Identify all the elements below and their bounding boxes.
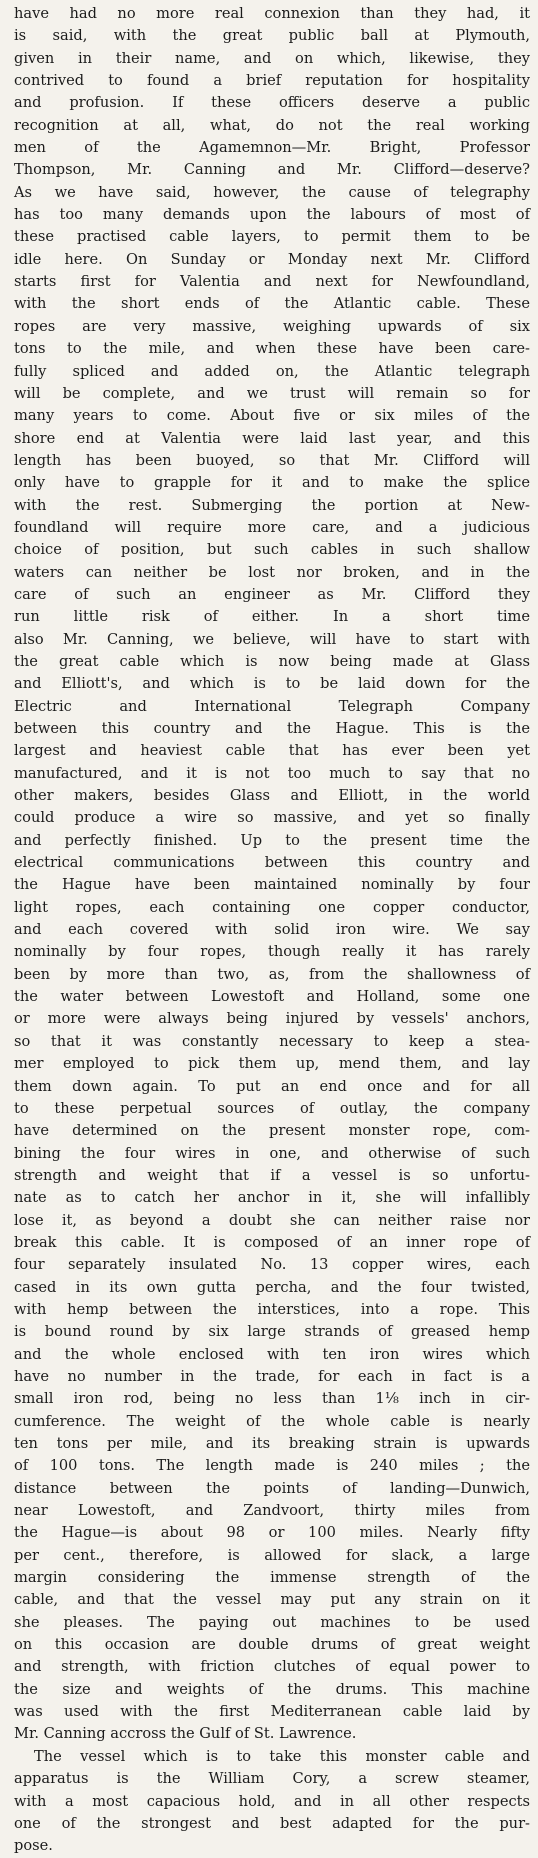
text-line: to these perpetual sources of outlay, the company — [14, 1099, 530, 1117]
text-line: Mr. Canning accross the Gulf of St. Lawrence. — [14, 1725, 357, 1743]
text-line: and Elliott's, and which is to be laid down for the — [14, 675, 530, 693]
text-line: of 100 tons. The length made is 240 miles ; the — [14, 1457, 530, 1475]
text-line: ten tons per mile, and its breaking strain is upwards — [14, 1435, 530, 1452]
text-line: is said, with the great public ball at Plymouth, — [14, 27, 530, 45]
text-line: has too many demands upon the labours of most of — [14, 206, 530, 224]
text-line: and strength, with friction clutches of equal power to — [14, 1658, 530, 1676]
text-line: have determined on the present monster rope, com- — [14, 1122, 530, 1140]
text-line: them down again. To put an end once and for all — [14, 1077, 530, 1095]
text-line: the Hague—is about 98 or 100 miles. Nearly fifty — [14, 1524, 530, 1542]
text-line: mer employed to pick them up, mend them, and lay — [14, 1055, 530, 1073]
text-line: was used with the first Mediterranean cable laid by — [14, 1703, 530, 1721]
text-line: have had no more real connexion than they had, it — [14, 5, 530, 22]
text-line: cumference. The weight of the whole cable is nearly — [14, 1412, 530, 1430]
text-line: fully spliced and added on, the Atlantic telegraph — [14, 362, 530, 380]
text-line: As we have said, however, the cause of telegraphy — [14, 183, 530, 201]
text-line: starts first for Valentia and next for Newfoundland, — [14, 273, 530, 291]
text-line: choice of position, but such cables in such shallow — [14, 541, 530, 559]
text-line: waters can neither be lost nor broken, and in the — [14, 563, 530, 581]
text-line: tons to the mile, and when these have been care- — [14, 340, 530, 358]
text-line: also Mr. Canning, we believe, will have to start with — [14, 630, 530, 648]
text-line: electrical communications between this country and — [14, 854, 530, 872]
text-line: with a most capacious hold, and in all other respects — [14, 1792, 530, 1810]
text-line: could produce a wire so massive, and yet so finally — [14, 809, 530, 827]
text-line: the Hague have been maintained nominally by four — [14, 876, 530, 894]
text-line: length has been buoyed, so that Mr. Clifford will — [14, 451, 530, 469]
text-line: apparatus is the William Cory, a screw steamer, — [14, 1770, 530, 1788]
text-line: on this occasion are double drums of great weight — [14, 1636, 530, 1654]
text-line: and the whole enclosed with ten iron wires which — [14, 1345, 530, 1363]
text-line: she pleases. The paying out machines to be used — [14, 1613, 530, 1631]
text-line: the water between Lowestoft and Holland, some one — [14, 988, 530, 1006]
text-line: cased in its own gutta percha, and the four twisted, — [14, 1278, 530, 1296]
text-line: nate as to catch her anchor in it, she will infallibly — [14, 1189, 530, 1207]
text-line: is bound round by six large strands of greased hemp — [14, 1323, 530, 1341]
text-line: per cent., therefore, is allowed for slack, a large — [14, 1546, 530, 1564]
text-line: largest and heaviest cable that has ever been yet — [14, 742, 530, 760]
text-line: these practised cable layers, to permit them to be — [14, 228, 530, 246]
text-line: margin considering the immense strength of the — [14, 1569, 530, 1587]
text-line: distance between the points of landing—Dunwich, — [14, 1479, 530, 1497]
article-body — [14, 3, 530, 1858]
text-line: idle here. On Sunday or Monday next Mr. Clifford — [14, 250, 530, 268]
text-line: shore end at Valentia were laid last year, and this — [14, 429, 530, 447]
text-line: with the short ends of the Atlantic cable. These — [14, 295, 530, 313]
text-line: will be complete, and we trust will remain so for — [14, 384, 530, 402]
text-line: or more were always being injured by vessels' anchors, — [14, 1010, 530, 1028]
text-line: small iron rod, being no less than 1⅛ inch in cir- — [14, 1390, 530, 1408]
text-line: only have to grapple for it and to make the splice — [14, 474, 530, 492]
text-line: one of the strongest and best adapted for the pur- — [14, 1814, 530, 1832]
text-line: Electric and International Telegraph Company — [14, 697, 530, 715]
text-line: The vessel which is to take this monster cable and — [34, 1747, 530, 1765]
text-line: bining the four wires in one, and otherwise of such — [14, 1144, 530, 1162]
text-line: strength and weight that if a vessel is so unfortu- — [14, 1166, 530, 1184]
text-line: with the rest. Submerging the portion at New- — [14, 496, 530, 514]
text-line: manufactured, and it is not too much to say that no — [14, 764, 530, 782]
text-line: break this cable. It is composed of an inner rope of — [14, 1233, 530, 1251]
text-line: the size and weights of the drums. This machine — [14, 1680, 530, 1698]
text-line: four separately insulated No. 13 copper wires, each — [14, 1256, 530, 1274]
text-line: cable, and that the vessel may put any strain on it — [14, 1591, 530, 1609]
text-line: pose. — [14, 1837, 53, 1855]
text-line: with hemp between the interstices, into a rope. This — [14, 1300, 530, 1318]
text-line: recognition at all, what, do not the real working — [14, 116, 530, 134]
text-line: care of such an engineer as Mr. Clifford they — [14, 585, 530, 603]
text-line: ropes are very massive, weighing upwards of six — [14, 317, 530, 335]
text-line: many years to come. About five or six miles of the — [14, 407, 530, 425]
text-line: so that it was constantly necessary to keep a stea- — [14, 1032, 530, 1050]
text-line: and each covered with solid iron wire. We say — [14, 921, 530, 939]
text-line: and perfectly finished. Up to the present time the — [14, 831, 530, 849]
text-line: contrived to found a brief reputation for hospitality — [14, 72, 530, 90]
text-line: foundland will require more care, and a judicious — [14, 518, 530, 536]
text-line: between this country and the Hague. This is the — [14, 720, 530, 737]
text-line: been by more than two, as, from the shallowness of — [14, 965, 530, 983]
text-line: light ropes, each containing one copper conductor, — [14, 898, 530, 916]
text-line: nominally by four ropes, though really it has rarely — [14, 943, 530, 961]
text-line: have no number in the trade, for each in fact is a — [14, 1367, 530, 1385]
text-line: men of the Agamemnon—Mr. Bright, Professor — [14, 139, 530, 157]
text-line: lose it, as beyond a doubt she can neither raise nor — [14, 1211, 530, 1229]
text-line: and profusion. If these officers deserve a public — [14, 94, 530, 112]
text-line: run little risk of either. In a short time — [14, 608, 530, 626]
text-line: Thompson, Mr. Canning and Mr. Clifford—deserve? — [14, 161, 530, 179]
text-line: other makers, besides Glass and Elliott, in the world — [14, 787, 530, 805]
text-line: the great cable which is now being made at Glass — [14, 652, 530, 670]
text-line: given in their name, and on which, likewise, they — [14, 49, 530, 67]
text-line: near Lowestoft, and Zandvoort, thirty miles from — [14, 1502, 530, 1520]
